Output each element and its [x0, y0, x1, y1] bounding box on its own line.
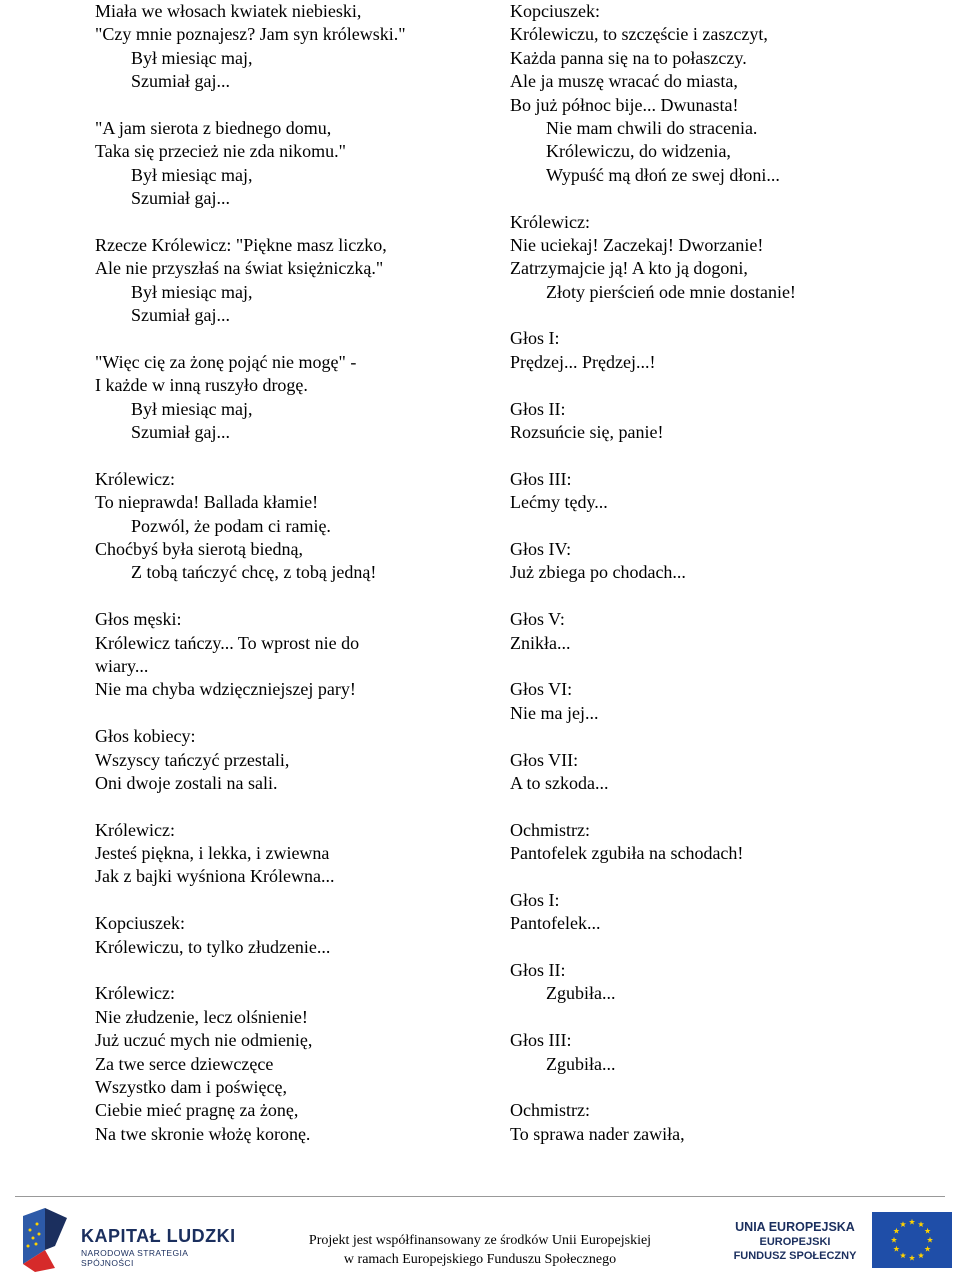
kapital-ludzki-emblem-icon — [15, 1206, 75, 1274]
right-column-line: To sprawa nader zawiła, — [510, 1123, 685, 1144]
right-column-line: Głos VII: — [510, 749, 579, 770]
left-column-line: Miała we włosach kwiatek niebieski, — [95, 1, 362, 21]
stanza-gap — [510, 865, 950, 888]
left-column-line: Wszyscy tańczyć przestali, — [95, 749, 290, 770]
left-column-line: Pozwól, że podam ci ramię. — [131, 515, 331, 536]
right-column-line: Nie mam chwili do stracenia. — [546, 117, 758, 138]
right-column-line: Głos IV: — [510, 538, 572, 559]
left-column-line: To nieprawda! Ballada kłamie! — [95, 492, 319, 513]
right-column-line: Głos V: — [510, 609, 565, 630]
right-column-line: Prędzej... Prędzej...! — [510, 351, 656, 372]
right-column-line: Złoty pierścień ode mnie dostanie! — [546, 281, 796, 302]
left-column-line: Królewicz: — [95, 819, 175, 840]
stanza-gap — [510, 304, 950, 327]
stanza-gap — [510, 585, 950, 608]
footer-line-1: Projekt jest współfinansowany ze środków Unii Europejskiej — [308, 1233, 652, 1248]
eu-logo-line-1: UNIA EUROPEJSKA — [735, 1220, 855, 1234]
right-column-line: Głos III: — [510, 1030, 572, 1051]
left-column-line: Ciebie mieć pragnę za żonę, — [95, 1100, 299, 1121]
right-column-line: Każda panna się na to połaszczy. — [510, 47, 747, 68]
right-column-line: Ochmistrz: — [510, 1100, 590, 1121]
left-column-line: "Więc cię za żonę pojąć nie mogę" - — [95, 351, 357, 372]
stanza-gap — [95, 702, 495, 725]
left-column-line: Rzecze Królewicz: "Piękne masz liczko, — [95, 234, 387, 255]
stanza-gap — [95, 327, 495, 350]
left-column-line: Szumiał gaj... — [131, 188, 230, 209]
stanza-gap — [510, 1076, 950, 1099]
stanza-gap — [510, 515, 950, 538]
stanza-gap — [95, 211, 495, 234]
left-column-line: Szumiał gaj... — [131, 71, 230, 92]
left-column-line: Był miesiąc maj, — [131, 398, 253, 419]
left-column-line: Już uczuć mych nie odmienię, — [95, 1030, 313, 1051]
right-column-line: Ale ja muszę wracać do miasta, — [510, 71, 738, 92]
left-column-line: Królewicz tańczy... To wprost nie do — [95, 632, 360, 653]
stanza-gap — [510, 655, 950, 678]
left-column-line: Jesteś piękna, i lekka, i zwiewna — [95, 843, 330, 864]
right-column-line: Lećmy tędy... — [510, 492, 608, 513]
left-column-line: Choćbyś była sierotą biedną, — [95, 538, 303, 559]
stanza-gap — [510, 725, 950, 748]
left-column-line: Nie złudzenie, lecz olśnienie! — [95, 1006, 308, 1027]
stanza-gap — [510, 795, 950, 818]
stanza-gap — [95, 959, 495, 982]
stanza-gap — [95, 889, 495, 912]
right-column-line: Głos II: — [510, 960, 566, 981]
footer-funding-note — [230, 1231, 730, 1269]
left-column-line: Królewiczu, to tylko złudzenie... — [95, 936, 331, 957]
right-column-line: A to szkoda... — [510, 772, 609, 793]
left-column-line: Był miesiąc maj, — [131, 164, 253, 185]
left-column-line: wiary... — [95, 655, 149, 676]
left-column-line: Królewicz: — [95, 983, 175, 1004]
stanza-gap — [510, 936, 950, 959]
eu-flag-icon — [872, 1212, 952, 1268]
right-column — [510, 0, 950, 1146]
right-column-line: Głos III: — [510, 468, 572, 489]
right-column-line: Głos I: — [510, 889, 560, 910]
eu-logo-line-2: EUROPEJSKI — [759, 1236, 831, 1248]
kapital-ludzki-subtitle: NARODOWA STRATEGIA SPÓJNOŚCI — [81, 1248, 188, 1268]
left-column-line: Z tobą tańczyć chcę, z tobą jedną! — [131, 562, 377, 583]
right-column-line: Zgubiła... — [546, 983, 616, 1004]
stanza-gap — [95, 444, 495, 467]
right-column-line: Pantofelek zgubiła na schodach! — [510, 843, 744, 864]
left-column-line: Królewicz: — [95, 468, 175, 489]
eu-logo-line-3: FUNDUSZ SPOŁECZNY — [733, 1250, 857, 1262]
right-column-line: Zatrzymajcie ją! A kto ją dogoni, — [510, 258, 748, 279]
left-column-line: Szumiał gaj... — [131, 305, 230, 326]
right-column-line: Wypuść mą dłoń ze swej dłoni... — [546, 164, 780, 185]
eu-logo — [722, 1212, 954, 1268]
right-column-line: Głos VI: — [510, 679, 573, 700]
left-column-line: "Czy mnie poznajesz? Jam syn królewski." — [95, 24, 406, 45]
left-column-line: "A jam sierota z biednego domu, — [95, 117, 332, 138]
left-column-line: Głos kobiecy: — [95, 726, 196, 747]
left-column-line: Taka się przecież nie zda nikomu." — [95, 141, 346, 162]
right-column-line: Ochmistrz: — [510, 819, 590, 840]
right-column-line: Nie ma jej... — [510, 702, 599, 723]
kapital-ludzki-title: KAPITAŁ LUDZKI — [81, 1226, 236, 1246]
stanza-gap — [510, 374, 950, 397]
left-column-line: Jak z bajki wyśniona Królewna... — [95, 866, 335, 887]
kapital-ludzki-logo — [15, 1206, 240, 1274]
right-column-line: Królewicz: — [510, 211, 590, 232]
left-column-line: Był miesiąc maj, — [131, 47, 253, 68]
left-column-line: Nie ma chyba wdzięczniejszej pary! — [95, 679, 356, 700]
left-column-line: Za twe serce dziewczęce — [95, 1053, 274, 1074]
left-column — [95, 0, 495, 1146]
right-column-line: Kopciuszek: — [510, 1, 600, 21]
right-column-line: Głos II: — [510, 398, 566, 419]
right-column-line: Zgubiła... — [546, 1053, 616, 1074]
left-column-line: Wszystko dam i poświęcę, — [95, 1076, 287, 1097]
stanza-gap — [95, 795, 495, 818]
right-column-line: Królewiczu, do widzenia, — [546, 141, 731, 162]
left-column-line: Na twe skronie włożę koronę. — [95, 1123, 311, 1144]
right-column-line: Nie uciekaj! Zaczekaj! Dworzanie! — [510, 234, 764, 255]
footer-line-2: w ramach Europejskiego Funduszu Społecznego — [343, 1252, 617, 1267]
right-column-line: Pantofelek... — [510, 913, 601, 934]
stanza-gap — [95, 94, 495, 117]
stanza-gap — [95, 585, 495, 608]
left-column-line: Szumiał gaj... — [131, 422, 230, 443]
left-column-line: Głos męski: — [95, 609, 182, 630]
stanza-gap — [510, 444, 950, 467]
left-column-line: Kopciuszek: — [95, 913, 185, 934]
eu-logo-text — [730, 1220, 860, 1263]
right-column-line: Głos I: — [510, 328, 560, 349]
left-column-line: I każde w inną ruszyło drogę. — [95, 375, 308, 396]
right-column-line: Bo już północ bije... Dwunasta! — [510, 94, 739, 115]
footer-divider — [15, 1196, 945, 1197]
stanza-gap — [510, 1006, 950, 1029]
left-column-line: Oni dwoje zostali na sali. — [95, 772, 278, 793]
stanza-gap — [510, 187, 950, 210]
right-column-line: Już zbiega po chodach... — [510, 562, 686, 583]
right-column-line: Królewiczu, to szczęście i zaszczyt, — [510, 24, 768, 45]
left-column-line: Był miesiąc maj, — [131, 281, 253, 302]
right-column-line: Znikła... — [510, 632, 571, 653]
right-column-line: Rozsuńcie się, panie! — [510, 422, 664, 443]
left-column-line: Ale nie przyszłaś na świat księżniczką." — [95, 258, 384, 279]
